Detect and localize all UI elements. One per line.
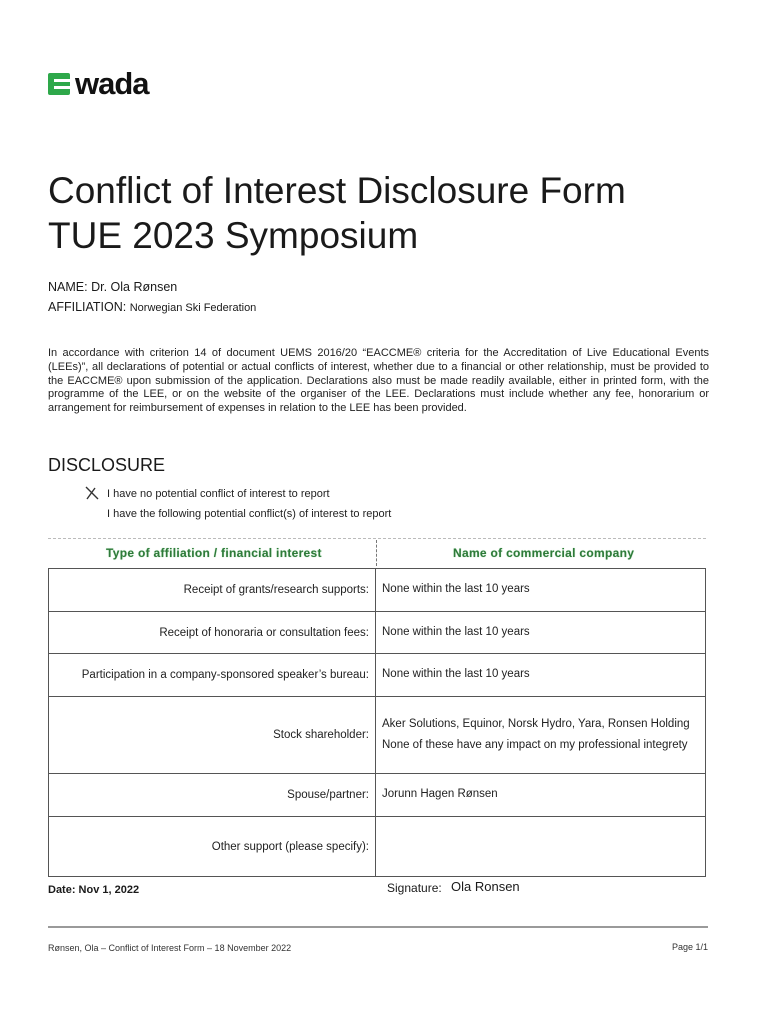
affiliation-value: Norwegian Ski Federation: [129, 302, 257, 314]
row-value[interactable]: None within the last 10 years: [382, 668, 530, 681]
page-title: [48, 168, 626, 258]
affiliation-field: [48, 300, 256, 314]
row-value[interactable]: [376, 817, 705, 876]
signature-label: Signature:: [387, 881, 442, 895]
affiliation-label: AFFILIATION:: [48, 300, 127, 314]
option-no-conflict: I have no potential conflict of interest to report: [107, 488, 330, 500]
wada-logo-text: wada: [75, 66, 149, 101]
table-row: [48, 654, 706, 697]
table-row: [48, 817, 706, 877]
conflict-table: [48, 538, 706, 877]
page-number: Page 1/1: [672, 942, 709, 952]
footer-text: Rønsen, Ola – Conflict of Interest Form – 18 November 2022: [48, 943, 292, 953]
wada-logo: [48, 68, 149, 99]
row-value[interactable]: None within the last 10 years: [382, 583, 530, 596]
name-value: Dr. Ola Rønsen: [91, 280, 178, 294]
disclosure-heading: DISCLOSURE: [48, 455, 166, 475]
name-field: [48, 280, 177, 294]
header-type: Type of affiliation / financial interest: [106, 546, 322, 560]
title-line-1: Conflict of Interest Disclosure Form: [48, 170, 626, 211]
signature-value[interactable]: Ola Ronsen: [451, 879, 520, 894]
row-type: Receipt of grants/research supports:: [49, 569, 376, 611]
option-has-conflict: I have the following potential conflict(s) of interest to report: [107, 508, 392, 520]
table-row: [48, 569, 706, 612]
row-value[interactable]: None within the last 10 years: [382, 625, 530, 638]
row-type: Receipt of honoraria or consultation fees:: [49, 612, 376, 653]
checkbox-checked-icon[interactable]: [84, 485, 100, 501]
table-row: [48, 612, 706, 654]
table-row: [48, 697, 706, 774]
row-type: Participation in a company-sponsored speaker’s bureau:: [49, 654, 376, 696]
title-line-2: TUE 2023 Symposium: [48, 215, 419, 256]
wada-logo-mark: [48, 73, 70, 95]
row-value[interactable]: Aker Solutions, Equinor, Norsk Hydro, Yara, Ronsen Holding None of these have any impact on my professional integrety: [382, 717, 690, 751]
name-label: NAME:: [48, 280, 88, 294]
table-header: [48, 538, 706, 569]
row-value[interactable]: Jorunn Hagen Rønsen: [382, 788, 498, 801]
intro-paragraph: In accordance with criterion 14 of document UEMS 2016/20 “EACCME® criteria for the Accreditation of Live Educational Events (LEEs)”, all declarations of potential or actual conflicts of interest, whether due to a financial or other relationship, must be provided to the EACCME® upon submission of the application. Declarations also must be made readily available, either in printed form, with the programme of the LEE, or on the website of the organiser of the LEE. Declarations must include whether any fee, honorarium or arrangement for reimbursement of expenses in relation to the LEE has been provided.: [48, 347, 709, 415]
date-field: Date: Nov 1, 2022: [48, 884, 140, 896]
row-type: Spouse/partner:: [49, 774, 376, 816]
header-company: Name of commercial company: [453, 546, 635, 560]
row-type: Other support (please specify):: [49, 817, 376, 876]
footer-divider: [48, 926, 708, 928]
table-row: [48, 774, 706, 817]
row-type: Stock shareholder:: [49, 697, 376, 773]
